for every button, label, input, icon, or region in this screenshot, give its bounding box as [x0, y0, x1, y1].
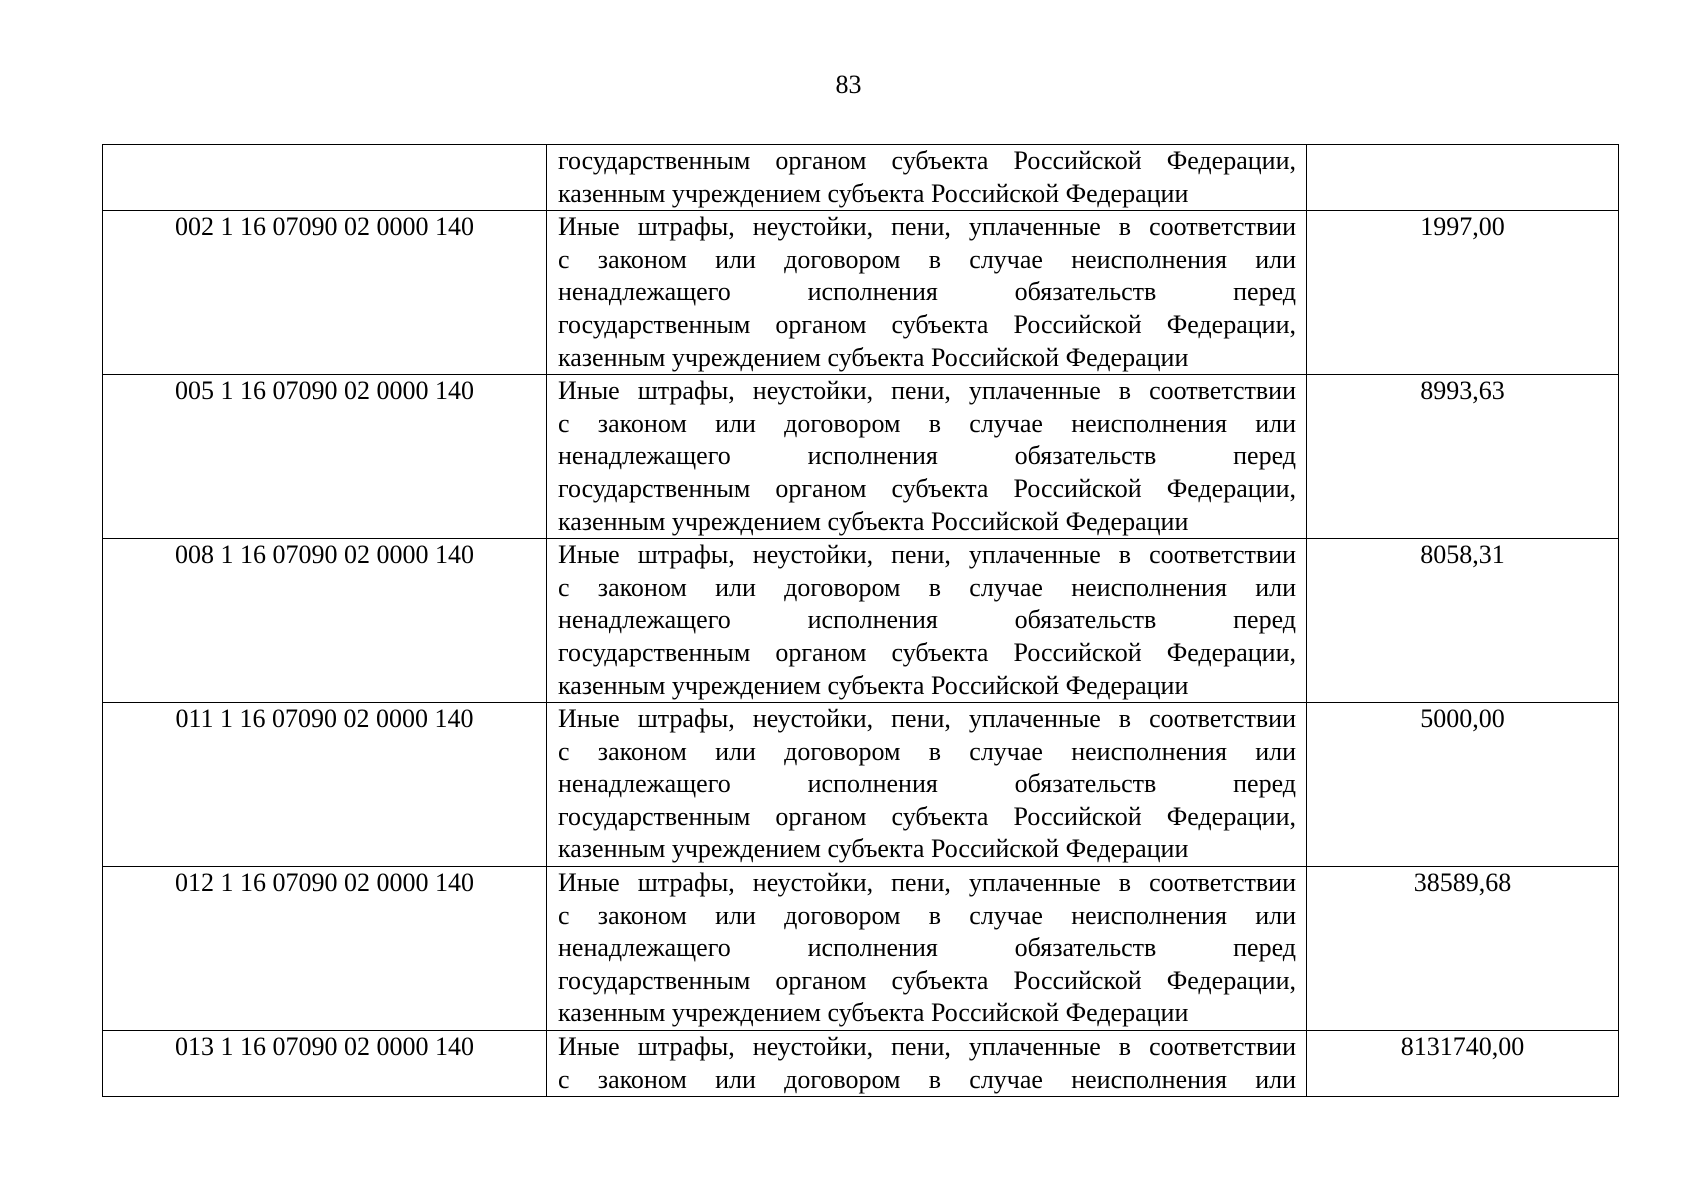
amount-cell — [1307, 145, 1619, 211]
description-line: с законом или договором в случае неисполнения или — [558, 900, 1296, 930]
table-row — [103, 145, 1619, 211]
description-line: государственным органом субъекта Российской Федерации, — [558, 309, 1296, 339]
amount-cell: 8131740,00 — [1307, 1031, 1619, 1097]
description-line: Иные штрафы, неустойки, пени, уплаченные в соответствии — [558, 540, 1296, 570]
revenue-code-cell: 002 1 16 07090 02 0000 140 — [103, 211, 547, 375]
page-number: 83 — [835, 70, 862, 99]
amount-cell: 38589,68 — [1307, 867, 1619, 1031]
description-line: ненадлежащего исполнения обязательств перед — [558, 769, 1296, 799]
table-row — [103, 1031, 1619, 1097]
description-line: государственным органом субъекта Российской Федерации, — [558, 146, 1296, 175]
revenue-code-cell: 013 1 16 07090 02 0000 140 — [103, 1031, 547, 1097]
description-line: с законом или договором в случае неисполнения или — [558, 1064, 1296, 1094]
description-line: Иные штрафы, неустойки, пени, уплаченные в соответствии — [558, 868, 1296, 898]
table-row — [103, 211, 1619, 375]
description-line: ненадлежащего исполнения обязательств перед — [558, 441, 1296, 471]
description-line: казенным учреждением субъекта Российской Федерации — [558, 342, 1189, 372]
description-line: ненадлежащего исполнения обязательств перед — [558, 605, 1296, 635]
description-cell — [547, 375, 1307, 539]
description-line: государственным органом субъекта Российской Федерации, — [558, 965, 1296, 995]
description-line: Иные штрафы, неустойки, пени, уплаченные в соответствии — [558, 376, 1296, 406]
description-cell — [547, 145, 1307, 211]
description-line: ненадлежащего исполнения обязательств перед — [558, 933, 1296, 963]
description-cell — [547, 539, 1307, 703]
description-line: ненадлежащего исполнения обязательств перед — [558, 277, 1296, 307]
revenue-table — [102, 144, 1619, 1097]
description-line: государственным органом субъекта Российской Федерации, — [558, 801, 1296, 831]
description-line: с законом или договором в случае неисполнения или — [558, 736, 1296, 766]
description-line: казенным учреждением субъекта Российской Федерации — [558, 178, 1189, 208]
description-cell — [547, 211, 1307, 375]
description-line: государственным органом субъекта Российской Федерации, — [558, 473, 1296, 503]
description-cell — [547, 1031, 1307, 1097]
description-cell — [547, 867, 1307, 1031]
description-line: государственным органом субъекта Российской Федерации, — [558, 637, 1296, 667]
table-row — [103, 703, 1619, 867]
revenue-code-cell: 011 1 16 07090 02 0000 140 — [103, 703, 547, 867]
revenue-code-cell — [103, 145, 547, 211]
amount-cell: 5000,00 — [1307, 703, 1619, 867]
description-cell — [547, 703, 1307, 867]
description-line: казенным учреждением субъекта Российской Федерации — [558, 670, 1189, 700]
description-line: с законом или договором в случае неисполнения или — [558, 572, 1296, 602]
description-line: Иные штрафы, неустойки, пени, уплаченные в соответствии — [558, 704, 1296, 734]
description-line: Иные штрафы, неустойки, пени, уплаченные в соответствии — [558, 212, 1296, 242]
amount-cell: 8058,31 — [1307, 539, 1619, 703]
description-line: казенным учреждением субъекта Российской Федерации — [558, 998, 1189, 1028]
revenue-code-cell: 008 1 16 07090 02 0000 140 — [103, 539, 547, 703]
table-row — [103, 867, 1619, 1031]
table-row — [103, 539, 1619, 703]
table-body — [103, 145, 1619, 1097]
revenue-code-cell: 012 1 16 07090 02 0000 140 — [103, 867, 547, 1031]
description-line: казенным учреждением субъекта Российской Федерации — [558, 834, 1189, 864]
description-line: казенным учреждением субъекта Российской Федерации — [558, 506, 1189, 536]
revenue-code-cell: 005 1 16 07090 02 0000 140 — [103, 375, 547, 539]
description-line: с законом или договором в случае неисполнения или — [558, 408, 1296, 438]
description-line: с законом или договором в случае неисполнения или — [558, 244, 1296, 274]
table-row — [103, 375, 1619, 539]
amount-cell: 8993,63 — [1307, 375, 1619, 539]
amount-cell: 1997,00 — [1307, 211, 1619, 375]
description-line: Иные штрафы, неустойки, пени, уплаченные в соответствии — [558, 1032, 1296, 1062]
